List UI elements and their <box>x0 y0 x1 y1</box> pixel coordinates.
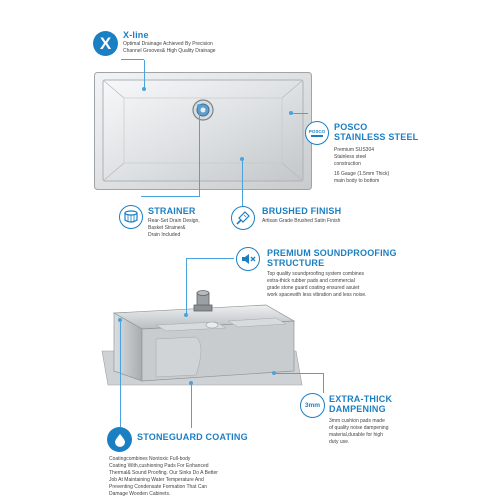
extrathick-desc-3: material,durable for high <box>329 432 383 438</box>
brush-icon <box>231 206 255 230</box>
thickness-badge-icon <box>300 393 325 418</box>
xline-leader-v <box>144 60 145 88</box>
brushed-title: BRUSHED FINISH <box>262 206 342 216</box>
soundproof-leader-h <box>186 258 234 259</box>
soundproof-desc-2: extra-thick rubber pads and commercial <box>267 278 355 284</box>
sink-underside-view <box>96 285 306 395</box>
xline-desc-2: Channel Grooves& High Quality Drainage <box>123 48 216 54</box>
extrathick-desc-2: of quality noise dampening <box>329 425 389 431</box>
xline-desc-1: Optimal Drainage Achieved By Precision <box>123 41 213 47</box>
strainer-leader-v <box>199 107 200 197</box>
stoneguard-desc-3: Thermal& Sound Proofing. Our Sinks Do A Better <box>109 470 218 476</box>
soundproof-desc-3: grade stone guard coating ensured asuiet <box>267 285 360 291</box>
soundproof-title-1: PREMIUM SOUNDPROOFING <box>267 248 397 258</box>
extrathick-leader-v <box>323 373 324 393</box>
strainer-icon <box>119 205 143 229</box>
posco-desc-4: 16 Gauge (1.5mm Thick) <box>334 171 390 177</box>
stoneguard-leader-v-2 <box>191 384 192 428</box>
posco-badge-icon <box>305 121 329 145</box>
xline-leader-h <box>121 59 144 60</box>
strainer-leader-h <box>141 196 199 197</box>
posco-leader-h <box>292 113 308 114</box>
soundproof-title-2: STRUCTURE <box>267 258 325 268</box>
posco-desc-2: Stainless steel <box>334 154 367 160</box>
strainer-title: STRAINER <box>148 206 196 216</box>
stoneguard-desc-4: Job At Maintaining Water Temperature And <box>109 477 204 483</box>
extrathick-title-1: EXTRA-THICK <box>329 394 393 404</box>
posco-title-1: POSCO <box>334 122 368 132</box>
speaker-mute-icon <box>236 247 260 271</box>
posco-desc-1: Premium SUS304 <box>334 147 375 153</box>
posco-badge-text: POSCO <box>308 129 326 135</box>
soundproof-desc-1: Top quality soundproofing system combines <box>267 271 364 277</box>
posco-desc-5: main body to bottom <box>334 178 380 184</box>
stoneguard-desc-1: Coatingcombines Nontoxic Full-body <box>109 456 191 462</box>
posco-badge-bar <box>311 135 323 137</box>
extrathick-desc-4: duty use. <box>329 439 350 445</box>
stoneguard-desc-6: Damage Wooden Cabinets. <box>109 491 171 497</box>
brushed-desc-1: Artisan Grade Brushed Satin Finish <box>262 218 341 224</box>
soundproof-desc-4: work spacewith less vibration and less noise. <box>267 292 367 298</box>
extrathick-leader-h <box>275 373 324 374</box>
brushed-leader-v <box>242 160 243 207</box>
strainer-desc-1: Rear-Set Drain Design, <box>148 218 200 224</box>
extrathick-title-2: DAMPENING <box>329 404 386 414</box>
posco-title-2: STAINLESS STEEL <box>334 132 419 142</box>
strainer-desc-2: Basket Strainer& <box>148 225 186 231</box>
stoneguard-title: STONEGUARD COATING <box>137 432 248 442</box>
thickness-badge-text: 3mm <box>304 402 321 409</box>
posco-desc-3: construction <box>334 161 361 167</box>
stoneguard-desc-2: Coating With,cushioning Pads For Enhanced <box>109 463 209 469</box>
sink-top-view <box>94 72 312 190</box>
x-letter-icon: X <box>93 31 118 56</box>
xline-title: X-line <box>123 30 149 40</box>
strainer-desc-3: Drain Included <box>148 232 181 238</box>
extrathick-desc-1: 3mm cushion pads made <box>329 418 385 424</box>
stoneguard-desc-5: Preventing Condensate Formation That Can <box>109 484 208 490</box>
soundproof-leader-v <box>186 258 187 314</box>
water-drop-icon <box>107 427 132 452</box>
stoneguard-leader-v <box>120 321 121 427</box>
